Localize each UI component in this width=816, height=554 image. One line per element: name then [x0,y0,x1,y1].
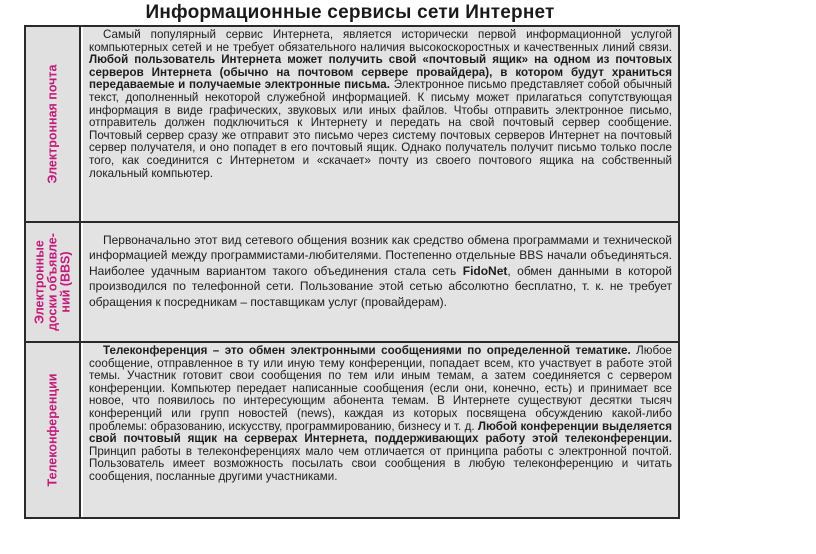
row-description [81,223,678,341]
row-paragraph [89,29,672,180]
row-label-line: доски объявле- [45,233,59,331]
row-label-cell [26,343,81,517]
bold-text-segment: Любой конференции выделяется свой почтовый ящик на серверах Интернета, поддерживающих работу этой телеконференции. [89,419,672,446]
text-segment: Самый популярный сервис Интернета, является исторически первой информационной услугой компьютерных сетей и не требует обязательного наличия высокоскоростных и качественных линий связи. [89,28,672,54]
row-label-line: ний (BBS) [58,251,72,313]
row-label-line: Телеконференции [45,373,59,487]
row-label [46,374,59,487]
row-label [33,233,72,331]
bold-text-segment: Любой пользователь Интернета может получить свой «почтовый ящик» на одном из почтовых серверов Интернета (обычно на почтовом сервере провайдера), в котором будут храниться передаваемые и получаемые электронные письма. [89,53,672,92]
text-segment: Первоначально этот вид сетевого общения возник как средство обмена программами и технической информацией между программистами-любителями. Постепенно отдельные BBS начали объединяться. Наиболее удачным вариантом такого объединения стала сеть [89,233,672,278]
row-label-cell [26,223,81,341]
text-segment: , обмен данными в которой производился по телефонной сети. Пользование этой сетью абсолютно бесплатно, т. к. не требует обращения к посредникам – поставщикам услуг (провайдерам). [89,263,672,309]
row-paragraph [89,345,672,484]
text-segment: Электронное письмо представляет собой обычный текст, дополненный некоторой служебной информацией. К письму может прилагаться сопутствующая информация в виде графических, звуковых или иных файлов. Чтобы отправить электронное письмо, отправитель должен подключиться к Интернету и передать на свой почтовый сервер сообщение. Почтовый сервер сразу же отправит это письмо через систему почтовых серверов Интернет на почтовый сервер получателя, и оно попадет в его почтовый ящик. Однако получатель получит письмо только после того, как соединится с Интернетом и «скачает» почту из своего почтового ящика на собственный локальный компьютер. [89,78,672,180]
row-label [46,65,59,184]
page-title: Информационные сервисы сети Интернет [145,2,555,23]
row-paragraph [89,233,672,310]
bold-text-segment: Телеконференция – это обмен электронными сообщениями по определенной тематике. [103,344,631,357]
row-label-line: Электронная почта [45,64,59,184]
services-table [24,25,680,519]
row-description [81,27,678,221]
bold-text-segment: FidoNet [462,263,508,278]
table-row-teleconference [26,343,678,517]
row-label-cell [26,27,81,221]
row-description [81,343,678,517]
text-segment: Принцип работы в телеконференциях мало чем отличается от принципа работы с электронной почтой. Пользователь имеет возможность посылать свои сообщения в любую телеконференцию и читать сообщения, посланные другими участниками. [89,444,672,483]
table-row-email [26,27,678,221]
text-segment: Любое сообщение, отправленное в ту или иную тему конференции, попадает всем, кто участвует в работе этой темы. Участник готовит свои сообщения по тем или иным темам, а затем соединяется с сервером конференции. Компьютер передает написанные сообщения (если они, конечно, есть) и принимает все новое, что появилось по интересующим абонента темам. В Интернете существуют десятки тысяч конференций или групп новостей (news), каждая из которых посвящена обсуждению какой-либо проблемы: образованию, искусству, программированию, бизнесу и т. д. [89,344,673,433]
table-row-bbs [26,223,678,341]
row-label-line: Электронные [32,240,46,324]
